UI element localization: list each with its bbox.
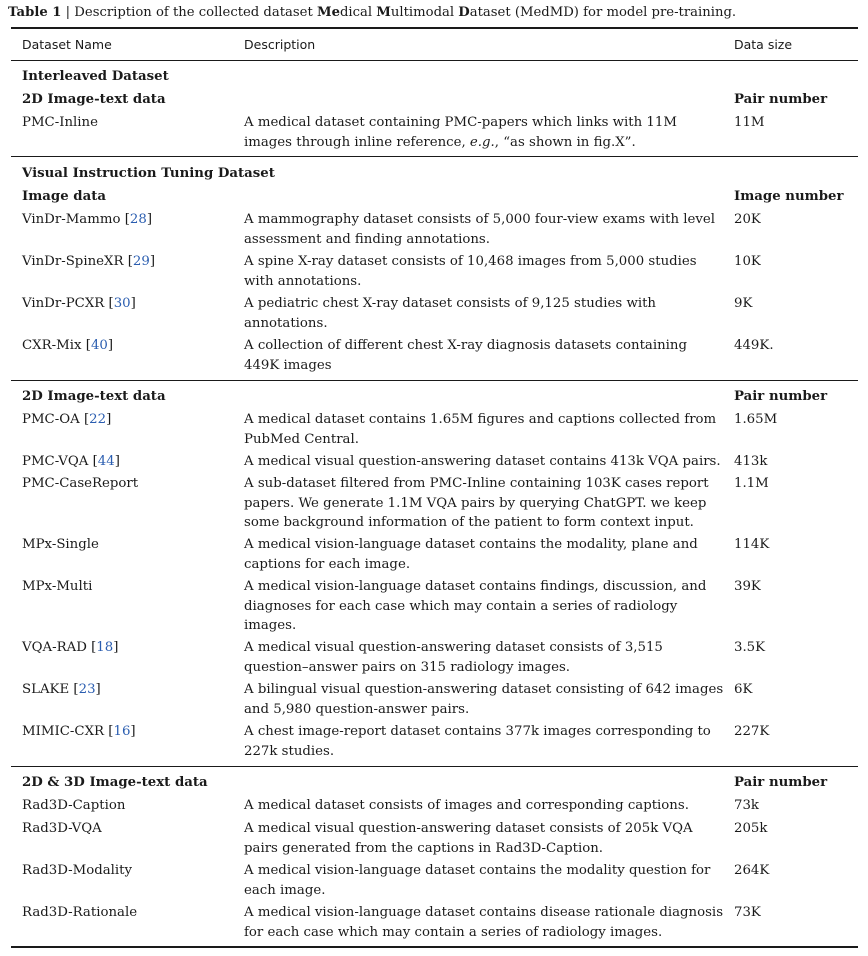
desc-line: papers. We generate 1.1M VQA pairs by querying ChatGPT. we keep [244,495,707,511]
dataset-name-text: SLAKE [22,682,70,697]
dataset-name-rad3d-vqa: Rad3D-VQA [22,821,102,836]
caption-text: ultimodal [390,5,459,20]
dataset-size: 73K [734,905,761,920]
citation-link[interactable]: 44 [97,454,115,469]
dataset-name-mimic-cxr: MIMIC-CXR [16] [22,724,136,739]
dataset-description [244,410,722,449]
desc-line: A medical visual question-answering dataset consists of 3,515 [244,640,663,655]
dataset-description [244,638,722,677]
dataset-size: 6K [734,682,753,697]
subsection-image-data: Image data [22,189,106,204]
dataset-name-text: VinDr-Mammo [22,212,121,227]
desc-line: A mammography dataset consists of 5,000 four-view exams with level [244,212,715,227]
desc-line: 227k studies. [244,743,335,759]
desc-line: pairs generated from the captions in Rad3D-Caption. [244,840,604,856]
desc-line [244,133,722,153]
section-rule [11,766,858,767]
dataset-name-pmc-inline: PMC-Inline [22,115,98,130]
header-dataset-name: Dataset Name [22,37,112,52]
desc-line: A bilingual visual question-answering dataset consisting of 642 images [244,682,724,697]
caption-text: dical [339,5,377,20]
dataset-size: 11M [734,115,765,130]
desc-line: A medical dataset contains 1.65M figures and captions collected from [244,412,717,427]
dataset-size: 227K [734,724,770,739]
desc-text: , “as shown in fig.X”. [494,134,636,150]
dataset-description [244,252,722,291]
dataset-description [244,294,722,333]
dataset-size: 114K [734,537,770,552]
dataset-name-vindr-mammo: VinDr-Mammo [28] [22,212,153,227]
desc-line: A medical vision-language dataset contains the modality question for [244,863,711,878]
caption-bold-d: D [458,5,470,20]
dataset-description [244,680,722,719]
dataset-description [244,861,722,900]
dataset-size: 205k [734,821,768,836]
citation-link[interactable]: 28 [129,212,147,227]
desc-line: A medical visual question-answering dataset contains 413k VQA pairs. [244,454,721,469]
dataset-description [244,336,722,375]
dataset-name-text: PMC-VQA [22,454,89,469]
desc-line: 449K images [244,357,332,373]
dataset-size: 413k [734,454,768,469]
desc-line: and 5,980 question-answer pairs. [244,701,470,717]
dataset-name-slake: SLAKE [23] [22,682,101,697]
citation-link[interactable]: 18 [96,640,114,655]
dataset-description [244,796,722,816]
header-data-size: Data size [734,37,793,52]
dataset-name-text: VinDr-SpineXR [22,254,124,269]
caption-bold-m: M [376,5,391,20]
dataset-name-cxr-mix: CXR-Mix [40] [22,338,114,353]
desc-line: A medical dataset consists of images and corresponding captions. [244,798,689,813]
desc-line: with annotations. [244,273,362,289]
subsection-size-label: Pair number [734,389,828,404]
dataset-name-text: VQA-RAD [22,640,87,655]
dataset-description [244,210,722,249]
section-rule [11,380,858,381]
desc-line: annotations. [244,315,328,331]
dataset-name-mpx-single: MPx-Single [22,537,99,552]
desc-line: A medical dataset containing PMC-papers which links with 11M [244,115,677,130]
dataset-description [244,722,722,761]
subsection-size-label: Image number [734,189,844,204]
dataset-name-rad3d-rationale: Rad3D-Rationale [22,905,138,920]
desc-line: some background information of the patient to form context input. [244,515,694,530]
citation-link[interactable]: 30 [113,296,131,311]
desc-italic: e.g. [469,134,495,150]
citation-link[interactable]: 23 [78,682,96,697]
section-visual-instruction-tuning: Visual Instruction Tuning Dataset [22,166,275,181]
desc-line: assessment and finding annotations. [244,231,490,247]
desc-line: A collection of different chest X-ray diagnosis datasets containing [244,338,687,353]
desc-text: images through inline reference, [244,134,470,150]
dataset-description [244,474,722,533]
dataset-name-text: MIMIC-CXR [22,724,105,739]
bottom-rule [11,946,858,948]
desc-line: A medical vision-language dataset contains disease rationale diagnosis [244,905,724,920]
dataset-size: 73k [734,798,759,813]
dataset-name-pmc-casereport: PMC-CaseReport [22,476,139,491]
dataset-size: 10K [734,254,761,269]
citation-link[interactable]: 40 [90,338,108,353]
section-interleaved: Interleaved Dataset [22,69,169,84]
dataset-name-text: CXR-Mix [22,338,82,353]
caption-text: | Description of the collected dataset [61,5,317,20]
desc-line: captions for each image. [244,556,411,572]
desc-line: A pediatric chest X-ray dataset consists of 9,125 studies with [244,296,656,311]
desc-line: A spine X-ray dataset consists of 10,468 images from 5,000 studies [244,254,697,269]
dataset-description [244,819,722,858]
desc-line: for each case which may contain a series of radiology images. [244,924,663,940]
dataset-name-vqa-rad: VQA-RAD [18] [22,640,119,655]
section-rule [11,156,858,157]
dataset-description [244,113,722,152]
top-rule [11,27,858,29]
dataset-size: 1.65M [734,412,778,427]
caption-text: ataset (MedMD) for model pre-training. [469,5,737,20]
desc-line: question–answer pairs on 315 radiology images. [244,659,571,675]
dataset-name-pmc-vqa: PMC-VQA [44] [22,454,120,469]
dataset-description [244,903,722,942]
desc-line: each image. [244,882,326,898]
dataset-name-rad3d-caption: Rad3D-Caption [22,798,126,813]
dataset-size: 9K [734,296,753,311]
subsection-2d-image-text: 2D Image-text data [22,389,166,404]
desc-line: diagnoses for each case which may contain a series of radiology [244,598,678,614]
subsection-2d-3d-image-text: 2D & 3D Image-text data [22,775,208,790]
desc-line: A medical visual question-answering dataset consists of 205k VQA [244,821,693,836]
dataset-description [244,577,722,636]
desc-line: A medical vision-language dataset contains findings, discussion, and [244,579,707,594]
citation-link[interactable]: 29 [132,254,150,269]
desc-line: images. [244,618,297,633]
subsection-size-label: Pair number [734,775,828,790]
dataset-size: 1.1M [734,476,769,491]
subsection-2d-image-text: 2D Image-text data [22,92,166,107]
dataset-size: 449K. [734,338,774,353]
subsection-size-label: Pair number [734,92,828,107]
dataset-size: 3.5K [734,640,766,655]
desc-line: A chest image-report dataset contains 377k images corresponding to [244,724,711,739]
citation-link[interactable]: 16 [113,724,131,739]
desc-line: A sub-dataset filtered from PMC-Inline containing 103K cases report [244,476,709,491]
dataset-size: 20K [734,212,761,227]
dataset-name-text: PMC-OA [22,412,80,427]
dataset-description [244,535,722,574]
desc-line: PubMed Central. [244,431,359,447]
dataset-name-vindr-pcxr: VinDr-PCXR [30] [22,296,136,311]
dataset-size: 264K [734,863,770,878]
caption-bold-me: Me [316,5,340,20]
dataset-name-vindr-spinexr: VinDr-SpineXR [29] [22,254,156,269]
table-label: Table 1 [8,5,62,20]
dataset-name-pmc-oa: PMC-OA [22] [22,412,112,427]
desc-line: A medical vision-language dataset contains the modality, plane and [244,537,698,552]
citation-link[interactable]: 22 [89,412,107,427]
table-caption [8,4,858,21]
header-rule [11,60,858,61]
dataset-description [244,452,722,472]
dataset-size: 39K [734,579,761,594]
dataset-name-text: VinDr-PCXR [22,296,105,311]
dataset-name-mpx-multi: MPx-Multi [22,579,93,594]
header-description: Description [244,37,316,52]
dataset-name-rad3d-modality: Rad3D-Modality [22,863,133,878]
